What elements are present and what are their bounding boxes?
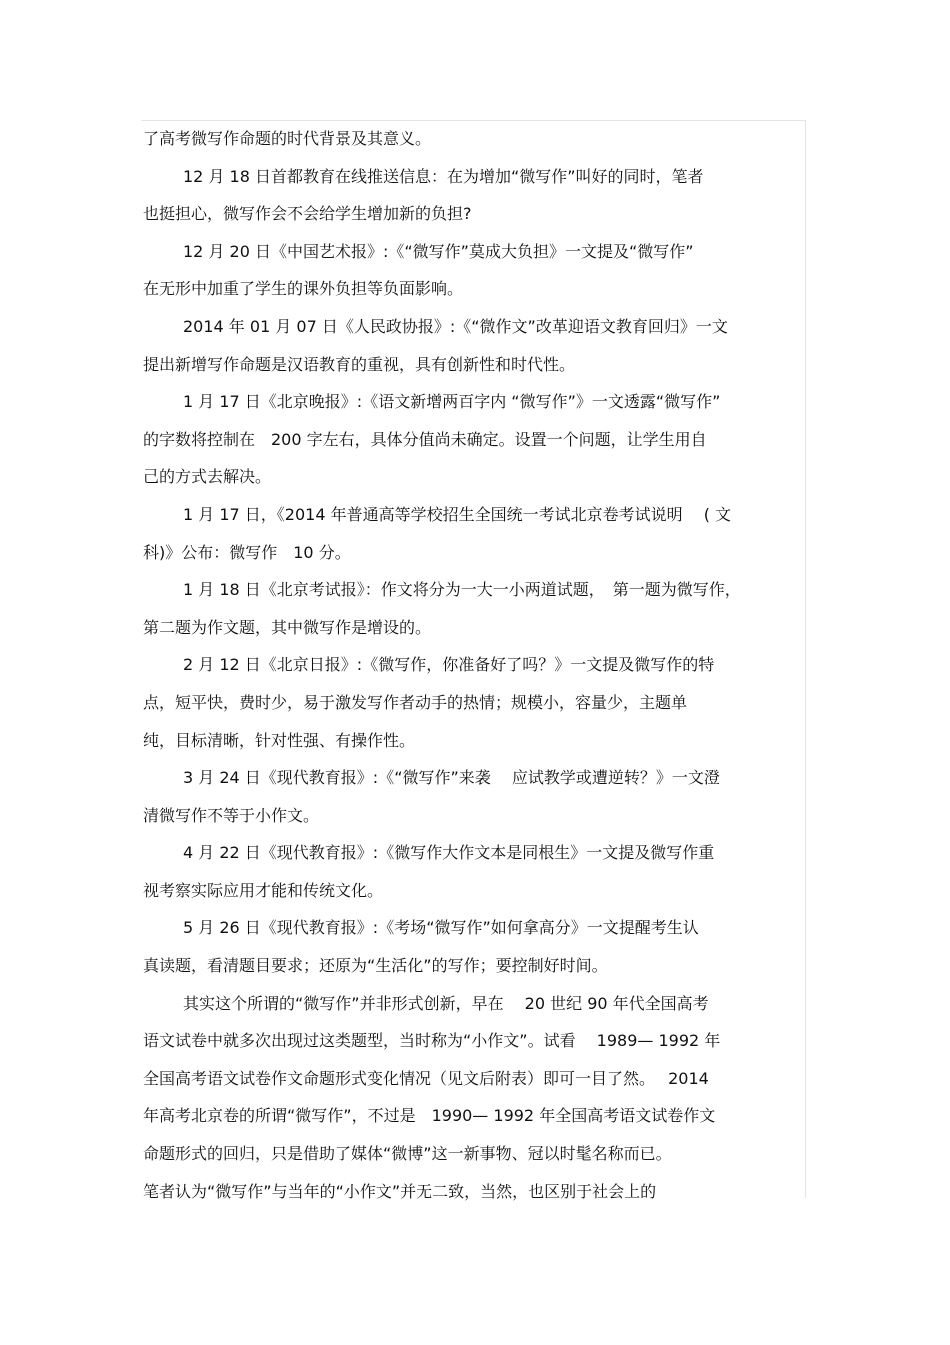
text-line: 视考察实际应用才能和传统文化。 (143, 880, 384, 900)
text-line: 己的方式去解决。 (143, 467, 272, 487)
text-line: 也挺担心，微写作会不会给学生增加新的负担? (143, 204, 472, 224)
text-line: 的字数将控制在 200 字左右，具体分值尚未确定。设置一个问题，让学生用自 (143, 429, 707, 449)
text-line: 在无形中加重了学生的课外负担等负面影响。 (143, 279, 464, 299)
text-line: 12 月 20 日《中国艺术报》:《“微写作”莫成大负担》一文提及“微写作” (183, 241, 694, 261)
text-line: 4 月 22 日《现代教育报》:《微写作大作文本是同根生》一文提及微写作重 (183, 843, 715, 863)
text-line: 年高考北京卷的所谓“微写作”，不过是 1990— 1992 年全国高考语文试卷作文 (143, 1106, 716, 1126)
text-line: 点，短平快，费时少，易于激发写作者动手的热情；规模小，容量少，主题单 (143, 692, 688, 712)
text-line: 1 月 17 日，《2014 年普通高等学校招生全国统一考试北京卷考试说明 ( 文 (183, 504, 732, 524)
text-line: 真读题，看清题目要求；还原为“生活化”的写作；要控制好时间。 (143, 956, 608, 976)
text-line: 全国高考语文试卷作文命题形式变化情况（见文后附表）即可一目了然。 2014 (143, 1068, 709, 1088)
text-line: 纯，目标清晰，针对性强、有操作性。 (143, 730, 416, 750)
text-line: 笔者认为“微写作”与当年的“小作文”并无二致，当然，也区别于社会上的 (143, 1181, 657, 1201)
text-line: 科)》公布：微写作 10 分。 (143, 542, 351, 562)
text-line: 命题形式的回归，只是借助了媒体“微博”这一新事物、冠以时髦名称而已。 (143, 1144, 672, 1164)
text-line: 2 月 12 日《北京日报》:《微写作，你准备好了吗？》一文提及微写作的特 (183, 655, 715, 675)
text-line: 第二题为作文题，其中微写作是增设的。 (143, 617, 432, 637)
text-line: 清微写作不等于小作文。 (143, 805, 320, 825)
text-line: 1 月 17 日《北京晚报》:《语文新增两百字内 “微写作”》一文透露“微写作” (183, 392, 721, 412)
text-line: 语文试卷中就多次出现过这类题型，当时称为“小作文”。试看 1989— 1992 年 (143, 1031, 721, 1051)
text-line: 3 月 24 日《现代教育报》:《“微写作”来袭 应试教学或遭逆转？》一文澄 (183, 768, 720, 788)
text-line: 其实这个所谓的“微写作”并非形式创新，早在 20 世纪 90 年代全国高考 (183, 993, 709, 1013)
document-body (143, 120, 811, 1210)
text-line: 1 月 18 日《北京考试报》：作文将分为一大一小两道试题， 第一题为微写作， (183, 580, 741, 600)
text-line: 5 月 26 日《现代教育报》:《考场“微写作”如何拿高分》一文提醒考生认 (183, 918, 699, 938)
text-line: 2014 年 01 月 07 日《人民政协报》:《“微作文”改革迎语文教育回归》一文 (183, 316, 728, 336)
text-line: 提出新增写作命题是汉语教育的重视，具有创新性和时代性。 (143, 354, 576, 374)
text-line: 了高考微写作命题的时代背景及其意义。 (143, 129, 432, 148)
text-line: 12 月 18 日首都教育在线推送信息：在为增加“微写作”叫好的同时，笔者 (183, 166, 704, 186)
